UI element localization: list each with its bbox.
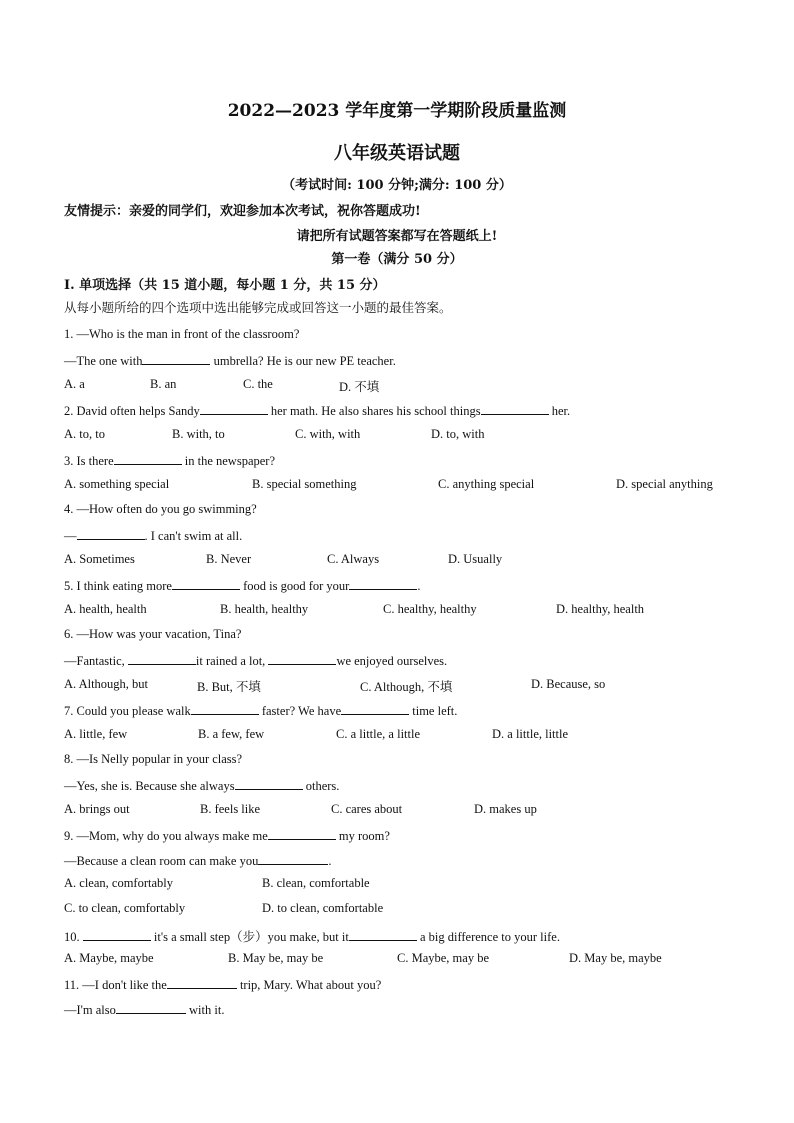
volume-heading: 第一卷（满分 50 分） [331, 252, 463, 267]
question-text: 9. —Mom, why do you always make me [64, 829, 268, 843]
question-text: 8. —Is Nelly popular in your class? [64, 752, 243, 766]
question-1-line [64, 327, 299, 342]
option-b: B. special something [252, 477, 357, 491]
question-text: trip, Mary. What about you? [236, 978, 382, 992]
option-d: D. May be, maybe [569, 951, 662, 965]
answer-blank [349, 577, 417, 590]
answer-blank [191, 702, 259, 715]
option-c: C. with, with [295, 427, 361, 441]
section-instruction: 从每小题所给的四个选项中选出能够完成或回答这一小题的最佳答案。 [64, 300, 452, 315]
question-text: 10. [64, 930, 83, 944]
question-text: others. [302, 779, 340, 793]
answer-blank [481, 402, 549, 415]
option-d: D. special anything [616, 477, 713, 491]
question-text: . [417, 579, 421, 593]
option-d: D. to clean, comfortable [262, 901, 384, 915]
question-6-line [64, 652, 447, 669]
exam-title: 2022—2023 学年度第一学期阶段质量监测 [227, 101, 567, 121]
option-c: C. anything special [438, 477, 535, 491]
question-text: —Yes, she is. Because she always [64, 779, 235, 793]
question-text: —The one with [64, 354, 143, 368]
option-a: A. something special [64, 477, 170, 491]
answer-blank [142, 352, 210, 365]
option-b: B. May be, may be [228, 951, 324, 965]
answer-blank [114, 452, 182, 465]
question-5-line [64, 577, 420, 594]
question-text: 1. —Who is the man in front of the classroom? [64, 327, 300, 341]
option-c: C. Maybe, may be [397, 951, 489, 965]
question-text: 5. I think eating more [64, 579, 172, 593]
question-text: with it. [185, 1003, 225, 1017]
question-text: 3. Is there [64, 454, 114, 468]
question-text: 7. Could you please walk [64, 704, 191, 718]
answer-blank [258, 852, 328, 865]
option-a: A. Sometimes [64, 552, 135, 566]
option-d: D. healthy, health [556, 602, 645, 616]
option-a: A. to, to [64, 427, 105, 441]
question-text: my room? [335, 829, 390, 843]
exam-info: （考试时间: 100 分钟;满分: 100 分） [282, 178, 512, 193]
question-text: —Fantastic, [64, 654, 128, 668]
question-text: it's a small step（步）you make, but it [150, 930, 349, 944]
option-c: C. cares about [331, 802, 403, 816]
question-4-line [64, 527, 242, 544]
question-2-line [64, 402, 570, 419]
answer-blank [83, 928, 151, 941]
answer-blank [128, 652, 196, 665]
option-b: B. But, 不填 [197, 680, 261, 694]
option-c: C. the [243, 377, 273, 391]
friendly-tip: 友情提示：亲爱的同学们，欢迎参加本次考试，祝你答题成功! [64, 204, 421, 219]
question-9-line [64, 852, 332, 869]
question-8-line [64, 752, 242, 767]
question-text: time left. [409, 704, 458, 718]
answer-blank [167, 976, 237, 989]
option-b: B. Never [206, 552, 252, 566]
question-10-line [64, 927, 560, 945]
option-c: C. Always [327, 552, 380, 566]
option-c: C. healthy, healthy [383, 602, 477, 616]
question-text: umbrella? He is our new PE teacher. [210, 354, 396, 368]
option-a: A. Maybe, maybe [64, 951, 154, 965]
question-text: it rained a lot, [195, 654, 269, 668]
answer-blank [341, 702, 409, 715]
question-text: —Because a clean room can make you [64, 854, 259, 868]
question-text: 6. —How was your vacation, Tina? [64, 627, 242, 641]
answer-blank [200, 402, 268, 415]
answer-blank [116, 1001, 186, 1014]
option-b: B. an [150, 377, 177, 391]
question-text: her. [548, 404, 571, 418]
answer-sheet-reminder: 请把所有试题答案都写在答题纸上! [296, 229, 498, 244]
answer-blank [77, 527, 145, 540]
option-b: B. a few, few [198, 727, 265, 741]
question-text: — [64, 529, 77, 543]
question-text: food is good for your [239, 579, 350, 593]
option-a: A. health, health [64, 602, 147, 616]
question-text: —I'm also [64, 1003, 116, 1017]
question-text: faster? We have [258, 704, 342, 718]
question-4-line [64, 502, 257, 517]
question-text: a big difference to your life. [416, 930, 560, 944]
option-a: A. clean, comfortably [64, 876, 173, 890]
question-7-line [64, 702, 457, 719]
option-d: D. a little, little [492, 727, 569, 741]
question-1-line [64, 352, 396, 369]
option-b: B. with, to [172, 427, 225, 441]
question-text: we enjoyed ourselves. [336, 654, 448, 668]
question-3-line [64, 452, 275, 469]
option-a: A. a [64, 377, 85, 391]
exam-subtitle: 八年级英语试题 [334, 143, 460, 164]
question-11-line [64, 1001, 224, 1018]
question-6-line [64, 627, 241, 642]
question-8-line [64, 777, 339, 794]
answer-blank [268, 652, 336, 665]
option-d: D. makes up [474, 802, 537, 816]
option-c: C. a little, a little [336, 727, 421, 741]
option-b: B. clean, comfortable [262, 876, 370, 890]
question-text: 4. —How often do you go swimming? [64, 502, 257, 516]
section-heading: I. 单项选择（共 15 道小题，每小题 1 分，共 15 分） [64, 278, 386, 293]
option-d: D. Because, so [531, 677, 606, 691]
option-c: C. Although, 不填 [360, 680, 453, 694]
question-text: her math. He also shares his school things [267, 404, 481, 418]
option-d: D. Usually [448, 552, 503, 566]
question-text: . I can't swim at all. [144, 529, 243, 543]
question-text: 2. David often helps Sandy [64, 404, 200, 418]
option-b: B. feels like [200, 802, 261, 816]
option-c: C. to clean, comfortably [64, 901, 186, 915]
question-text: . [328, 854, 332, 868]
answer-blank [349, 928, 417, 941]
option-d: D. 不填 [339, 380, 380, 394]
answer-blank [235, 777, 303, 790]
option-d: D. to, with [431, 427, 485, 441]
answer-blank [172, 577, 240, 590]
question-11-line [64, 976, 381, 993]
question-9-line [64, 827, 390, 844]
question-text: in the newspaper? [181, 454, 276, 468]
question-text: 11. —I don't like the [64, 978, 167, 992]
option-a: A. little, few [64, 727, 128, 741]
option-a: A. brings out [64, 802, 130, 816]
answer-blank [268, 827, 336, 840]
option-a: A. Although, but [64, 677, 149, 691]
option-b: B. health, healthy [220, 602, 309, 616]
